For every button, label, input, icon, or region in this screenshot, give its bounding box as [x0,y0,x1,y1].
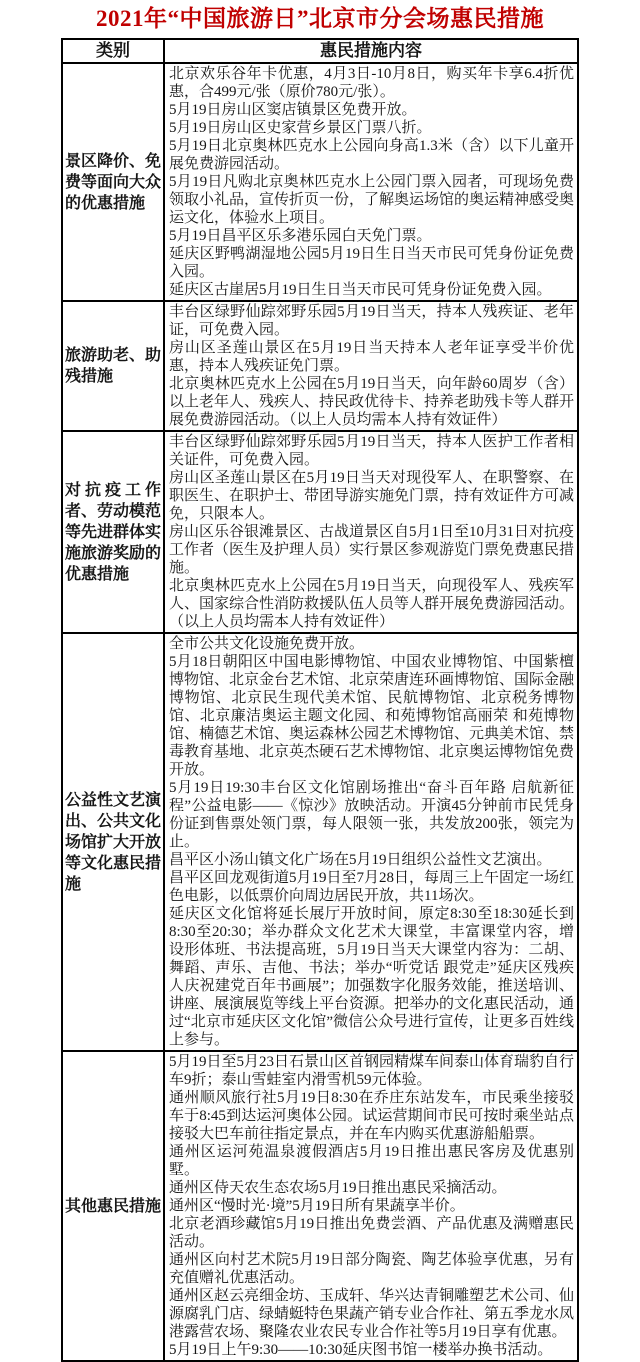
measure-item: 延庆区野鸭湖湿地公园5月19日生日当天市民可凭身份证免费入园。 [169,246,574,280]
measure-item: 5月19日昌平区乐多港乐园白天免门票。 [169,228,432,244]
measure-item: 5月19日房山区窦店镇景区免费开放。 [169,102,417,118]
measure-item: 通州区运河苑温泉渡假酒店5月19日推出惠民客房及优惠别墅。 [169,1144,574,1178]
measure-item: 通州区向村艺术院5月19日部分陶瓷、陶艺体验享优惠，另有充值赠礼优惠活动。 [169,1252,574,1286]
measure-item: 房山区乐谷银滩景区、古战道景区自5月1日至10月31日对抗疫工作者（医生及护理人员）实行景区参观游览门票免费惠民措施。 [169,524,575,576]
measure-item: 丰台区绿野仙踪郊野乐园5月19日当天，持本人医护工作者相关证件，可免费入园。 [169,434,574,468]
table-row [62,633,578,1051]
header-row [62,39,578,63]
measures-cell [164,63,578,301]
table-row [62,301,578,431]
measure-item: 5月19日至5月23日石景山区首钢园精煤车间泰山体育瑞豹自行车9折；泰山雪蛙室内滑雪机59元体验。 [169,1054,575,1088]
measure-item: 通州区“慢时光·境”5月19日所有果蔬享半价。 [169,1198,465,1214]
table-header [62,39,578,63]
category-cell: 其他惠民措施 [62,1051,164,1361]
measure-item: 延庆区文化馆将延长展厅开放时间，原定8:30至18:30延长到8:30至20:30；举办群众文化艺术大课堂，丰富课堂内容，增设形体班、书法提高班，5月19日当天大课堂内容为：二胡、舞蹈、声乐、吉他、书法；举办“听党话 跟党走”延庆区残疾人庆祝建党百年书画展”；加强数字化服务效能，推送培训、讲座、展演展览等线上平台资源。把举办的文化惠民活动，通过“北京市延庆区文化馆”微信公众号进行宣传，让更多百姓线上参与。 [169,906,575,1048]
category-cell: 公益性文艺演出、公共文化场馆扩大开放等文化惠民措施 [62,633,164,1051]
measure-item: 5月19日北京奥林匹克水上公园向身高1.3米（含）以下儿童开展免费游园活动。 [169,138,574,172]
measure-item: 5月19日上午9:30——10:30延庆图书馆一楼举办换书活动。 [169,1342,553,1358]
category-cell: 对抗疫工作者、劳动模范等先进群体实施旅游奖励的优惠措施 [62,431,164,633]
page-title: 2021年“中国旅游日”北京市分会场惠民措施 [96,6,544,31]
measure-item: 北京欢乐谷年卡优惠，4月3日-10月8日，购买年卡享6.4折优惠，合499元/张（原价780元/张）。 [169,66,574,100]
table-row [62,1051,578,1361]
measure-item: 5月19日房山区史家营乡景区门票八折。 [169,120,432,136]
measure-item: 昌平区回龙观街道5月19日至7月28日，每周三上午固定一场红色电影，以低票价向周边居民开放，共11场次。 [169,870,575,904]
measure-item: 通州区侍天农生态农场5月19日推出惠民采摘活动。 [169,1180,507,1196]
measures-cell [164,301,578,431]
category-cell: 景区降价、免费等面向大众的优惠措施 [62,63,164,301]
measure-item: 5月18日朝阳区中国电影博物馆、中国农业博物馆、中国紫檀博物馆、北京金台艺术馆、北京荣唐连环画博物馆、国际金融博物馆、北京民生现代美术馆、民航博物馆、北京税务博物馆、北京廉洁奥运主题文化园、和苑博物馆高丽荣 和苑博物馆、楠德艺术馆、奥运森林公园艺术博物馆、元典美术馆、禁毒教育基地、北京英杰硬石艺术博物馆、北京奥运博物馆免费开放。 [169,654,575,778]
measure-item: 5月19日19:30丰台区文化馆剧场推出“奋斗百年路 启航新征程”公益电影——《惊沙》放映活动。开演45分钟前市民凭身份证到售票处领门票，每人限领一张，共发放200张，领完为止。 [169,780,574,850]
header-category: 类别 [62,39,164,63]
measure-item: 昌平区小汤山镇文化广场在5月19日组织公益性文艺演出。 [169,852,552,868]
measure-item: 北京奥林匹克水上公园在5月19日当天，向年龄60周岁（含）以上老年人、残疾人、持民政优待卡、持养老助残卡等人群开展免费游园活动。（以上人员均需本人持有效证件） [169,376,575,428]
measures-cell [164,431,578,633]
measure-item: 房山区圣莲山景区在5月19日当天对现役军人、在职警察、在职医生、在职护士、带团导游实施免门票，持有效证件方可减免，只限本人。 [169,470,575,522]
measure-item: 丰台区绿野仙踪郊野乐园5月19日当天，持本人残疾证、老年证，可免费入园。 [169,304,574,338]
measure-item: 房山区圣莲山景区在5月19日当天持本人老年证享受半价优惠，持本人残疾证免门票。 [169,340,574,374]
measures-cell [164,633,578,1051]
measure-item: 北京奥林匹克水上公园在5月19日当天，向现役军人、残疾军人、国家综合性消防救援队伍人员等人群开展免费游园活动。（以上人员均需本人持有效证件） [169,578,575,630]
category-cell: 旅游助老、助残措施 [62,301,164,431]
benefit-measures-table [61,38,579,1362]
measure-item: 通州区赵云亮细金坊、玉成轩、华兴达青铜雕塑艺术公司、仙源腐乳门店、绿蜻蜓特色果蔬产销专业合作社、第五季龙水凤港露营农场、聚隆农业农民专业合作社等5月19日享有优惠。 [169,1288,575,1340]
measure-item: 全市公共文化设施免费开放。 [169,636,365,652]
measures-cell [164,1051,578,1361]
measure-item: 5月19日凡购北京奥林匹克水上公园门票入园者，可现场免费领取小礼品，宣传折页一份，了解奥运场馆的奥运精神感受奥运文化，体验水上项目。 [169,174,575,226]
table-row [62,431,578,633]
measure-item: 北京老酒珍藏馆5月19日推出免费尝酒、产品优惠及满赠惠民活动。 [169,1216,574,1250]
measure-item: 延庆区古崖居5月19日生日当天市民可凭身份证免费入园。 [169,282,552,298]
table-body [62,63,578,1361]
header-content: 惠民措施内容 [164,39,578,63]
table-row [62,63,578,301]
measure-item: 通州顺风旅行社5月19日8:30在乔庄东站发车，市民乘坐接驳车于8:45到达运河奥体公园。试运营期间市民可按时乘坐站点接驳大巴车前往指定景点，并在车内购买优惠游船船票。 [169,1090,574,1142]
